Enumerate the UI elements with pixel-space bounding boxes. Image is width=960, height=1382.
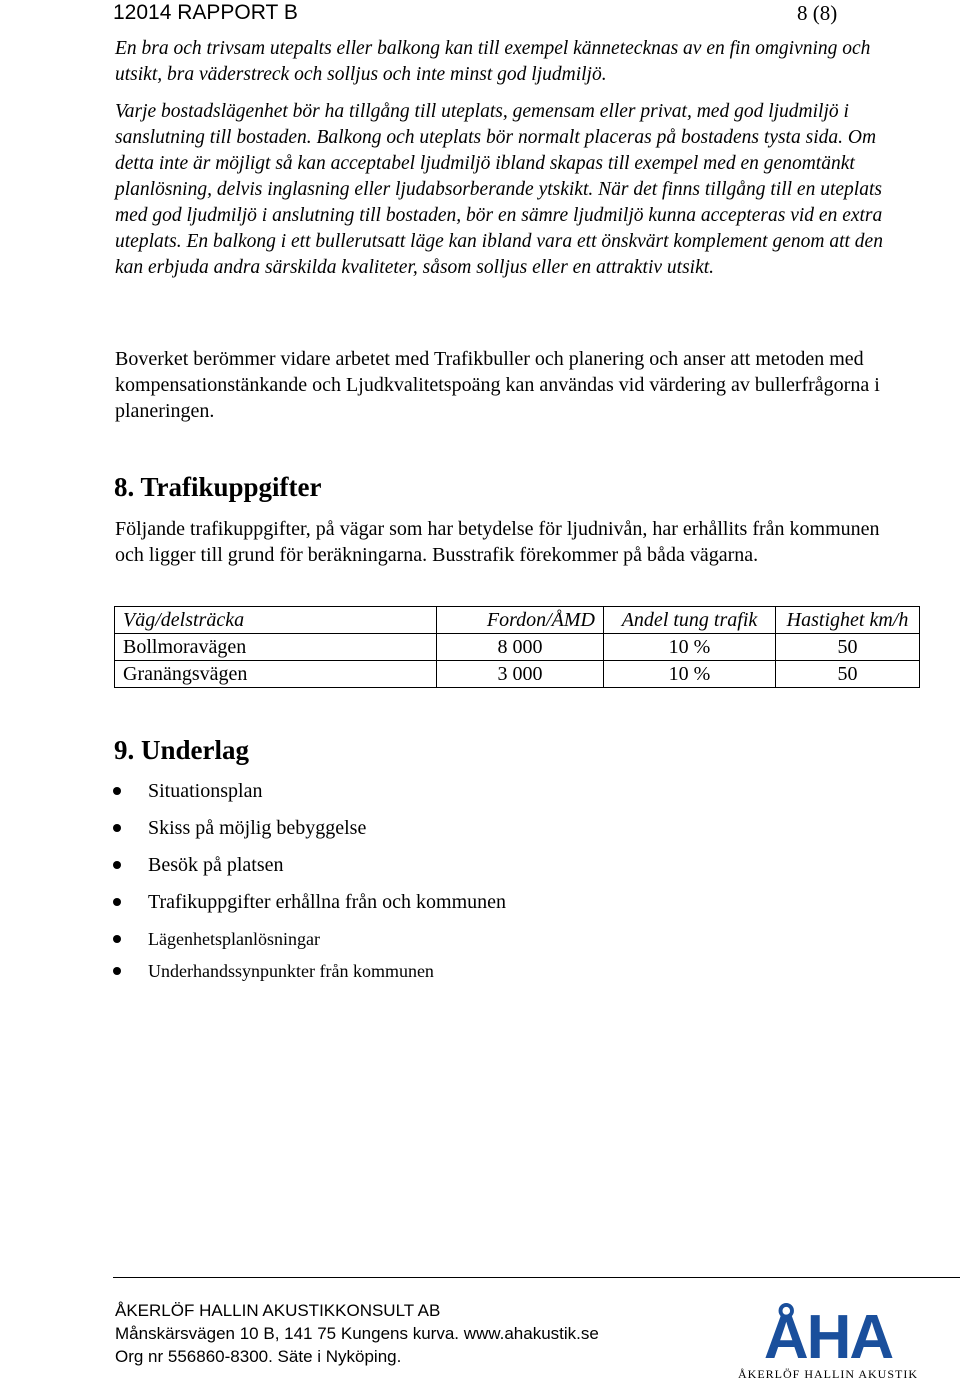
footer-org: Org nr 556860-8300. Säte i Nyköping.	[115, 1347, 402, 1366]
list-item	[113, 924, 506, 956]
company-logo	[728, 1290, 928, 1382]
list-item-label: Lägenhetsplanlösningar	[148, 929, 320, 949]
table-cell: Bollmoravägen	[115, 634, 437, 661]
list-item-label: Skiss på möjlig bebyggelse	[148, 817, 367, 839]
intro-paragraph-3: Boverket berömmer vidare arbetet med Trafikbuller och planering och anser att metoden med kompensationstänkande och Ljudkvalitetspoäng kan användas vid värdering av bullerfrågorna i planeringen.	[115, 348, 880, 422]
traffic-table	[114, 606, 920, 688]
table-header-row	[115, 607, 920, 634]
table-cell: 10 %	[604, 661, 776, 688]
list-item-label: Trafikuppgifter erhållna från och kommunen	[148, 891, 507, 913]
table-cell: 10 %	[604, 634, 776, 661]
logo-letters: ÅHA	[763, 1303, 893, 1372]
column-header-road: Väg/delsträcka	[115, 607, 437, 634]
footer-company: ÅKERLÖF HALLIN AKUSTIKKONSULT AB	[115, 1301, 441, 1320]
section-8-text: Följande trafikuppgifter, på vägar som har betydelse för ljudnivån, har erhållits från kommunen och ligger till grund för beräkningarna. Busstrafik förekommer på båda vägarna.	[115, 518, 880, 566]
column-header-vehicles: Fordon/ÅMD	[437, 607, 604, 634]
footer-address: Månskärsvägen 10 B, 141 75 Kungens kurva. www.ahakustik.se	[115, 1324, 599, 1343]
list-item	[113, 776, 506, 813]
table-cell: 8 000	[437, 634, 604, 661]
report-id: 12014 RAPPORT B	[113, 1, 298, 24]
section-8-heading: 8. Trafikuppgifter	[114, 472, 322, 502]
document-list	[113, 776, 506, 988]
column-header-speed: Hastighet km/h	[776, 607, 920, 634]
table-cell: 50	[776, 634, 920, 661]
column-header-heavy-traffic: Andel tung trafik	[604, 607, 776, 634]
list-item-label: Besök på platsen	[148, 854, 284, 876]
list-item-label: Situationsplan	[148, 780, 263, 802]
table-cell: 3 000	[437, 661, 604, 688]
bullet-icon	[113, 898, 121, 906]
list-item	[113, 956, 506, 988]
table-row	[115, 661, 920, 688]
table-row	[115, 634, 920, 661]
table-cell: Granängsvägen	[115, 661, 437, 688]
bullet-icon	[113, 861, 121, 869]
list-item	[113, 813, 506, 850]
bullet-icon	[113, 935, 121, 943]
bullet-icon	[113, 787, 121, 795]
footer-divider	[113, 1277, 960, 1278]
section-9-heading: 9. Underlag	[114, 735, 249, 765]
intro-paragraph-2: Varje bostadslägenhet bör ha tillgång till uteplats, gemensam eller privat, med god ljudmiljö i sanslutning till bostaden. Balkong och uteplats bör normalt placeras på bostadens tysta sida. Om detta inte är möjligt så kan acceptabel ljudmiljö ibland skapas till exempel med en genomtänkt planlösning, delvis inglasning eller ljudabsorberande ytskikt. När det finns tillgång till en uteplats med god ljudmiljö i anslutning till bostaden, bör en sämre ljudmiljö kunna accepteras vid en extra uteplats. En balkong i ett bullerutsatt läge kan ibland vara ett önskvärt komplement genom att den kan erbjuda andra särskilda kvaliteter, såsom solljus eller en attraktiv utsikt.	[115, 101, 883, 278]
intro-paragraph-1: En bra och trivsam utepalts eller balkong kan till exempel kännetecknas av en fin omgivning och utsikt, bra väderstreck och solljus och inte minst god ljudmiljö.	[115, 38, 871, 85]
logo-text: ÅKERLÖF HALLIN AKUSTIK	[738, 1367, 918, 1381]
bullet-icon	[113, 824, 121, 832]
page-number: 8 (8)	[797, 1, 838, 25]
list-item	[113, 887, 506, 924]
bullet-icon	[113, 967, 121, 975]
list-item	[113, 850, 506, 887]
table-cell: 50	[776, 661, 920, 688]
list-item-label: Underhandssynpunkter från kommunen	[148, 961, 434, 981]
